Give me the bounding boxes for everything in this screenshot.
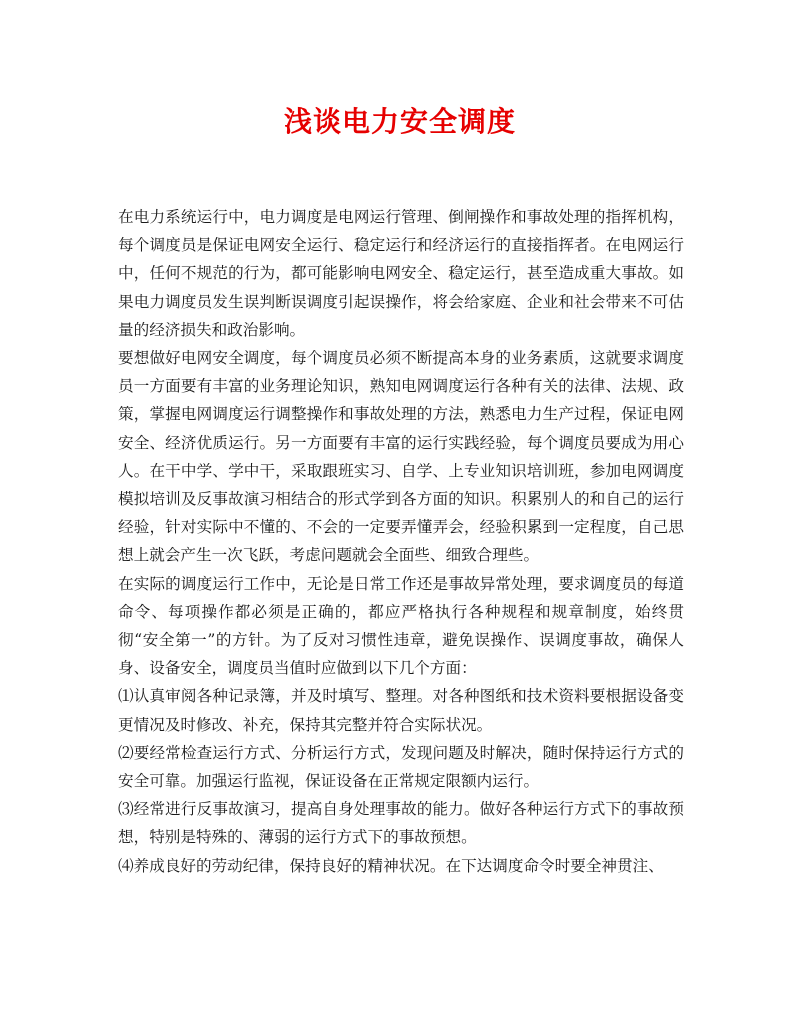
paragraph-intro: 在电力系统运行中，电力调度是电网运行管理、倒闸操作和事故处理的指挥机构，每个调度员是保证电网安全运行、稳定运行和经济运行的直接指挥者。在电网运行中，任何不规范的行为，都可能影响电网安全、稳定运行，甚至造成重大事故。如果电力调度员发生误判断误调度引起误操作，将会给家庭、企业和社会带来不可估量的经济损失和政治影响。	[118, 208, 684, 339]
list-item-3: ⑶经常进行反事故演习，提高自身处理事故的能力。做好各种运行方式下的事故预想，特别是特殊的、薄弱的运行方式下的事故预想。	[118, 800, 684, 847]
list-item-2: ⑵要经常检查运行方式、分析运行方式，发现问题及时解决，随时保持运行方式的安全可靠。加强运行监视，保证设备在正常规定限额内运行。	[118, 743, 684, 791]
list-item-1: ⑴认真审阅各种记录簿，并及时填写、整理。对各种图纸和技术资料要根据设备变更情况及时修改、补充，保持其完整并符合实际状况。	[118, 687, 684, 734]
document-title: 浅谈电力安全调度	[283, 105, 516, 138]
paragraph-practice: 在实际的调度运行工作中，无论是日常工作还是事故异常处理，要求调度员的每道命令、每项操作都必须是正确的，都应严格执行各种规程和规章制度，始终贯彻“安全第一”的方针。为了反对习惯性违章，避免误操作、误调度事故，确保人身、设备安全，调度员当值时应做到以下几个方面：	[118, 574, 684, 678]
list-item-4: ⑷养成良好的劳动纪律，保持良好的精神状况。在下达调度命令时要全神贯注、	[118, 856, 664, 875]
document-body	[118, 203, 684, 880]
paragraph-quality: 要想做好电网安全调度，每个调度员必须不断提高本身的业务素质，这就要求调度员一方面要有丰富的业务理论知识，熟知电网调度运行各种有关的法律、法规、政策，掌握电网调度运行调整操作和事故处理的方法，熟悉电力生产过程，保证电网安全、经济优质运行。另一方面要有丰富的运行实践经验，每个调度员要成为用心人。在干中学、学中干，采取跟班实习、自学、上专业知识培训班，参加电网调度模拟培训及反事故演习相结合的形式学到各方面的知识。积累别人的和自己的运行经验，针对实际中不懂的、不会的一定要弄懂弄会，经验积累到一定程度，自己思想上就会产生一次飞跃，考虑问题就会全面些、细致合理些。	[118, 349, 684, 565]
